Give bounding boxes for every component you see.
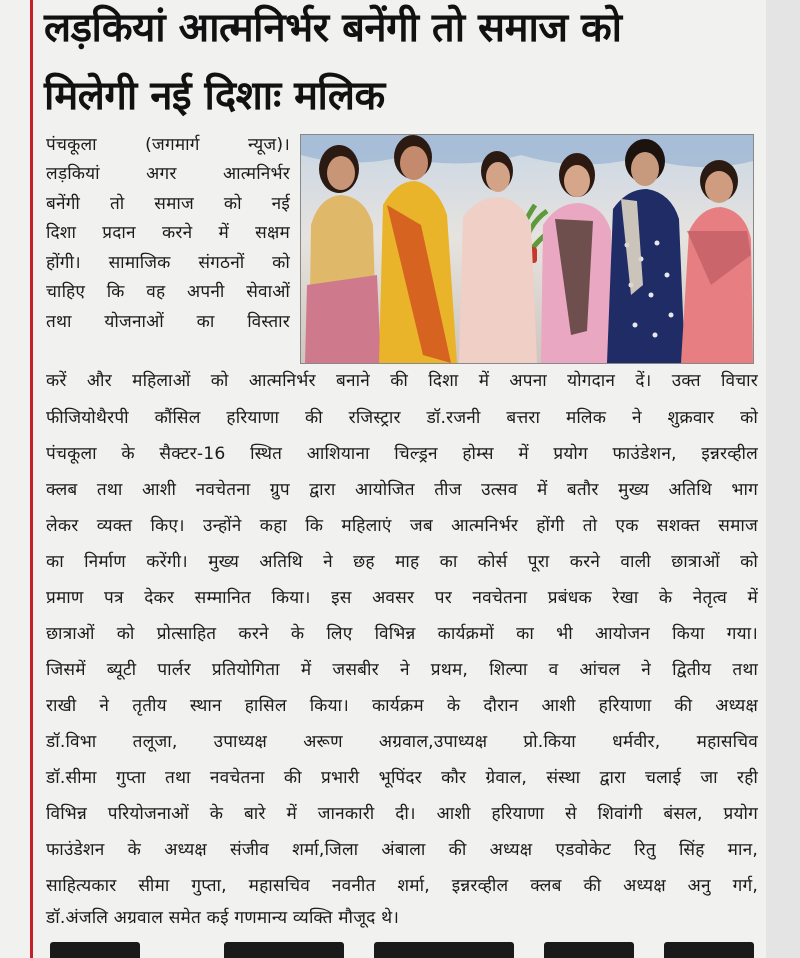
body-line: पंचकूला के सैक्टर-16 स्थित आशियाना चिल्ड्रन होम्स में प्रयोग फाउंडेशन, इन्नरव्हील: [46, 444, 758, 464]
page-edge-strip: [766, 0, 800, 958]
next-article-headline-cut: [44, 934, 764, 958]
body-line: क्लब तथा आशी नवचेतना ग्रुप द्वारा आयोजित तीज उत्सव में बतौर मुख्य अतिथि भाग: [46, 480, 758, 500]
body-line: डॉ.विभा तलूजा, उपाध्यक्ष अरूण अग्रवाल,उपाध्यक्ष प्रो.किया धर्मवीर, महासचिव: [46, 732, 758, 752]
column-line: दिशा प्रदान करने में सक्षम: [46, 223, 290, 243]
body-line: का निर्माण करेंगी। मुख्य अतिथि ने छह माह का कोर्स पूरा करने वाली छात्राओं को: [46, 552, 758, 572]
body-line: करें और महिलाओं को आत्मनिर्भर बनाने की दिशा में अपना योगदान दें। उक्त विचार: [46, 371, 758, 391]
body-line: जिसमें ब्यूटी पार्लर प्रतियोगिता में जसबीर ने प्रथम, शिल्पा व आंचल ने द्वितीय तथा: [46, 660, 758, 680]
body-line: फाउंडेशन के अध्यक्ष संजीव शर्मा,जिला अंबाला की अध्यक्ष एडवोकेट रितु सिंह मान,: [46, 840, 758, 860]
body-line: लेकर व्यक्त किए। उन्होंने कहा कि महिलाएं जब आत्मनिर्भर होंगी तो एक सशक्त समाज: [46, 516, 758, 536]
column-line: बनेंगी तो समाज को नई: [46, 194, 290, 214]
column-line: होंगी। सामाजिक संगठनों को: [46, 253, 290, 273]
body-line: राखी ने तृतीय स्थान हासिल किया। कार्यक्रम के दौरान आशी हरियाणा की अध्यक्ष: [46, 696, 758, 716]
body-line: डॉ.सीमा गुप्ता तथा नवचेतना की प्रभारी भूपिंदर कौर ग्रेवाल, संस्था द्वारा चलाई जा रही: [46, 768, 758, 788]
body-line: डॉ.अंजलि अग्रवाल समेत कई गणमान्य व्यक्ति मौजूद थे।: [46, 908, 400, 928]
column-line: चाहिए कि वह अपनी सेवाओं: [46, 282, 290, 302]
body-line: प्रमाण पत्र देकर सम्मानित किया। इस अवसर पर नवचेतना प्रबंधक रेखा के नेतृत्व में: [46, 588, 758, 608]
body-line: विभिन्न परियोजनाओं के बारे में जानकारी दी। आशी हरियाणा से शिवांगी बंसल, प्रयोग: [46, 804, 758, 824]
column-line: पंचकूला (जगमार्ग न्यूज)।: [46, 135, 290, 155]
body-line: साहित्यकार सीमा गुप्ता, महासचिव नवनीत शर्मा, इन्नरव्हील क्लब की अध्यक्ष अनु गर्ग,: [46, 876, 758, 896]
column-line: लड़कियां अगर आत्मनिर्भर: [46, 164, 290, 184]
headline-line-2: मिलेगी नई दिशाः मलिक: [44, 73, 385, 119]
body-line: छात्राओं को प्रोत्साहित करने के लिए विभिन्न कार्यक्रमों का भी आयोजन किया गया।: [46, 624, 758, 644]
red-margin-rule: [30, 0, 33, 958]
column-line: तथा योजनाओं का विस्तार: [46, 312, 290, 332]
event-photo: [300, 134, 754, 364]
event-photo-illustration: [301, 135, 753, 363]
headline-line-1: लड़कियां आत्मनिर्भर बनेंगी तो समाज को: [44, 5, 622, 51]
body-line: फीजियोथैरपी कौंसिल हरियाणा की रजिस्ट्रार डॉ.रजनी बत्तरा मलिक ने शुक्रवार को: [46, 408, 758, 428]
